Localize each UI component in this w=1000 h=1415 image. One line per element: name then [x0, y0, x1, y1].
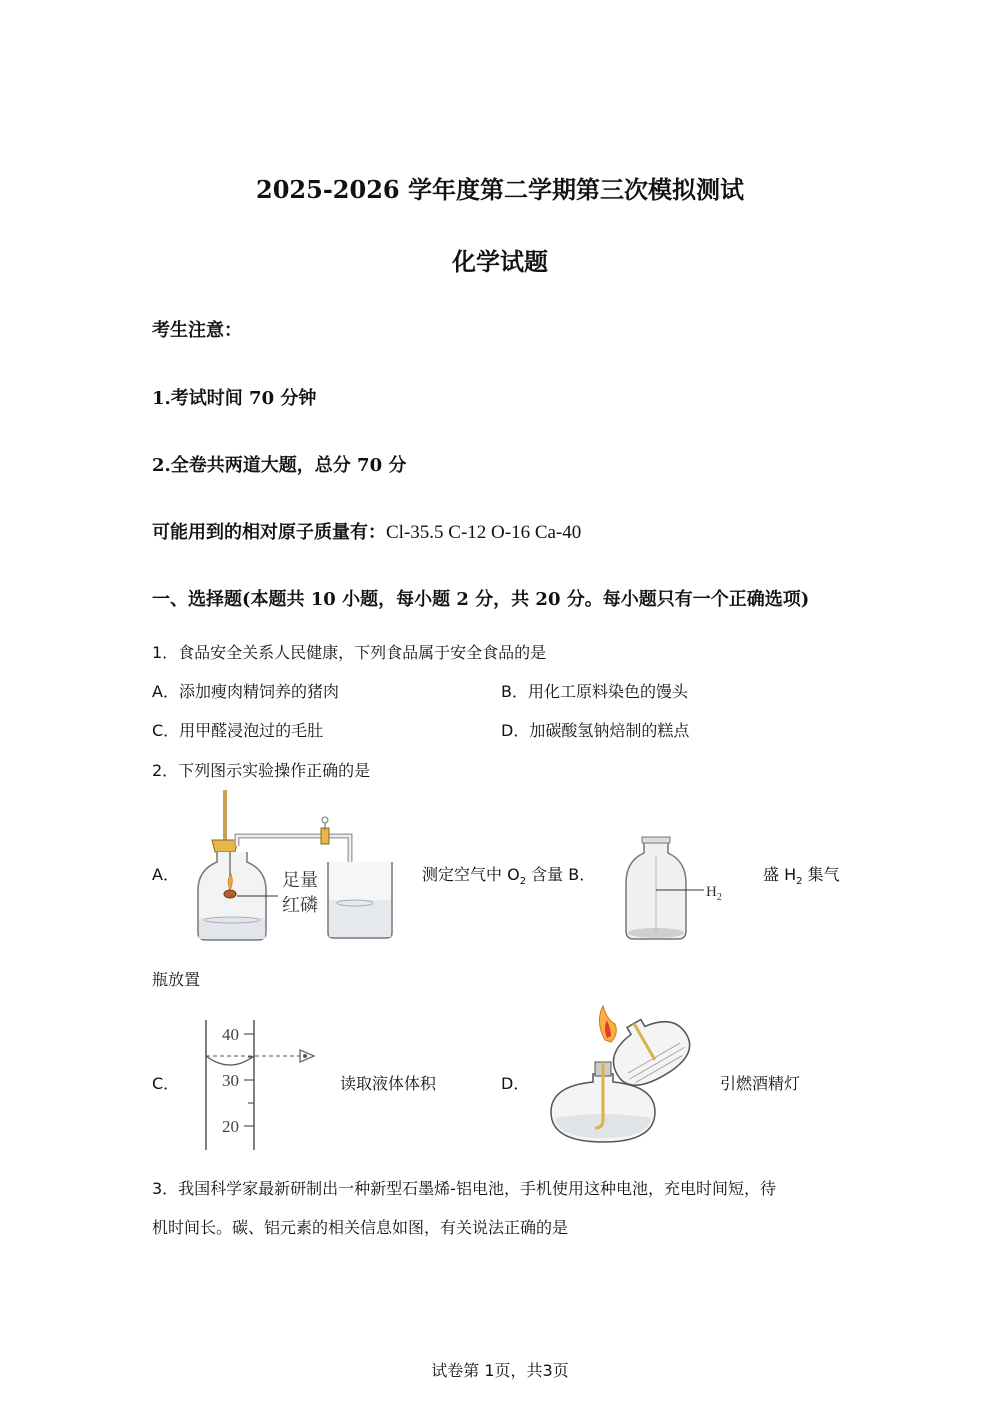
h2-label: $H_2$: [706, 884, 722, 903]
graduated-cylinder-figure: [196, 1018, 326, 1153]
question-3-line-2: 机时间长。碳、铝元素的相关信息如图，有关说法正确的是: [152, 1218, 569, 1237]
question-1-option-a: A．添加瘦肉精饲养的猪肉: [152, 682, 339, 701]
red-phosphorus-label-1: 足量: [282, 870, 318, 890]
question-2-option-c-caption: 读取液体体积: [340, 1074, 437, 1093]
question-1-option-c: C．用甲醛浸泡过的毛肚: [152, 721, 324, 740]
red-phosphorus: [224, 890, 236, 898]
alcohol-lamp-figure: [545, 1000, 705, 1150]
meniscus: [206, 1056, 254, 1065]
tick-label-30: 30: [222, 1071, 239, 1090]
section-heading: 一、选择题(本题共 10 小题，每小题 2 分，共 20 分。每小题只有一个正确选项): [152, 589, 810, 610]
exam-title: 2025-2026 学年度第二学期第三次模拟测试: [256, 175, 744, 204]
question-1-stem: 1．食品安全关系人民健康，下列食品属于安全食品的是: [152, 643, 547, 662]
question-2-option-c-letter: C．: [152, 1074, 180, 1093]
notice-item-1: 1.考试时间 70 分钟: [152, 388, 317, 409]
question-2-option-b-caption: 盛 $H_2$ 集气: [763, 865, 840, 888]
question-3-line-1: 3．我国科学家最新研制出一种新型石墨烯-铝电池，手机使用这种电池，充电时间短，待: [152, 1179, 776, 1198]
notice-item-2: 2.全卷共两道大题，总分 70 分: [152, 455, 407, 476]
atomic-mass-values: Cl-35.5 C-12 O-16 Ca-40: [386, 522, 582, 543]
red-phosphorus-label-2: 红磷: [282, 895, 318, 915]
question-1-option-d: D．加碳酸氢钠焙制的糕点: [501, 721, 690, 740]
question-2-option-b-caption-wrap: 瓶放置: [152, 970, 201, 989]
question-2-option-d-caption: 引燃酒精灯: [720, 1074, 801, 1093]
notice-heading: 考生注意：: [152, 320, 242, 341]
tick-label-40: 40: [222, 1025, 239, 1044]
rubber-stopper: [212, 840, 238, 852]
question-2-option-a-caption: 测定空气中 $O_2$ 含量 B．: [422, 865, 596, 888]
subject-title: 化学试题: [452, 247, 548, 276]
oxygen-measurement-apparatus-figure: [190, 790, 400, 945]
hydrogen-gas-bottle-figure: [620, 835, 740, 945]
question-2-option-a-letter: A．: [152, 865, 179, 884]
bottle-water: [199, 918, 265, 939]
question-2-option-d-letter: D．: [501, 1074, 530, 1093]
ignition-rod: [223, 790, 227, 842]
question-2-stem: 2．下列图示实验操作正确的是: [152, 761, 371, 780]
question-2-option-b-letter: B．: [568, 865, 596, 884]
question-1-option-b: B．用化工原料染色的馒头: [501, 682, 688, 701]
page-footer: 试卷第 1页，共3页: [431, 1361, 569, 1380]
tick-label-20: 20: [222, 1117, 239, 1136]
tube-clamp: [321, 828, 329, 844]
atomic-mass-line: [152, 518, 581, 544]
atomic-mass-label: 可能用到的相对原子质量有：: [152, 522, 386, 543]
